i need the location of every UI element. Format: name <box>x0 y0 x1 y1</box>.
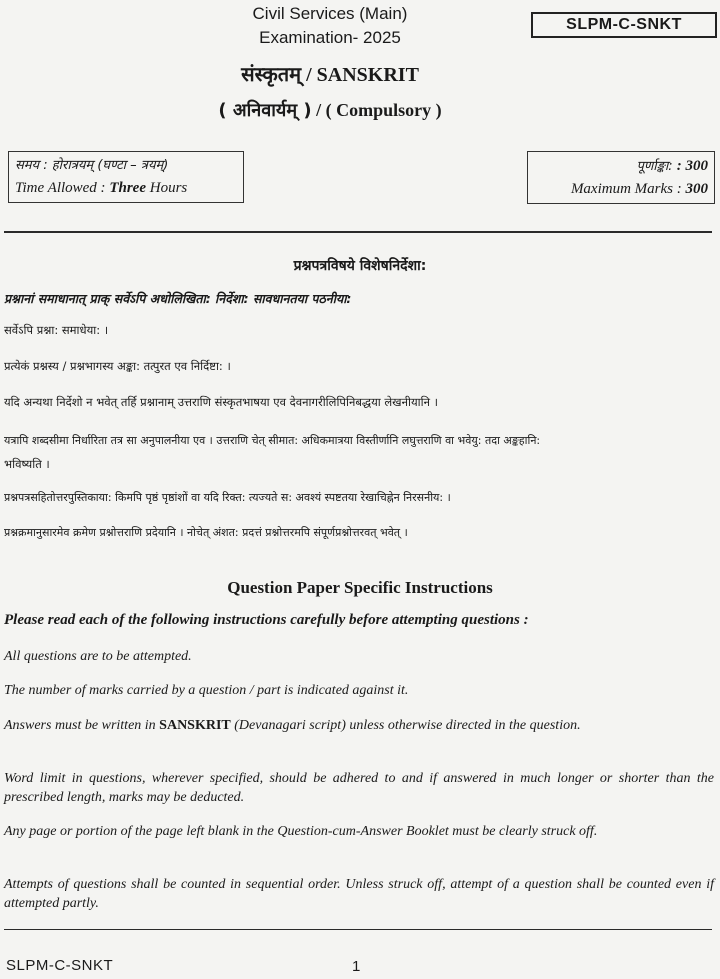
category-english: ( Compulsory ) <box>325 100 442 120</box>
page-number: 1 <box>352 958 361 975</box>
sanskrit-instruction-2: प्रत्येकं प्रश्नस्य / प्रश्नभागस्य अङ्का: तत्पुरत एव निर्दिष्टा: । <box>4 359 231 373</box>
instruction-3-text-start: Answers must be written in <box>4 718 160 733</box>
paper-category <box>160 98 500 122</box>
english-instructions-intro: Please read each of the following instructions carefully before attempting questions : <box>4 612 529 628</box>
english-instruction-5: Any page or portion of the page left blank in the Question-cum-Answer Booklet must be clearly struck off. <box>4 824 598 839</box>
category-separator: / <box>311 100 326 120</box>
sanskrit-instruction-4-continued: भविष्यति । <box>4 457 50 471</box>
time-allowed-box <box>8 151 244 203</box>
header-divider <box>4 231 712 233</box>
time-allowed-unit: Hours <box>145 180 188 196</box>
time-allowed-label: Time Allowed : <box>15 180 110 196</box>
exam-name: Civil Services (Main) <box>252 4 408 23</box>
english-instruction-3 <box>4 716 714 735</box>
subject-english: SANSKRIT <box>316 64 419 86</box>
subject-title <box>160 60 500 87</box>
time-allowed-value: Three <box>109 180 146 196</box>
time-allowed-hindi: समय : होरात्रयम् (घण्टा – त्रयम्) <box>15 158 169 173</box>
paper-code-box: SLPM-C-SNKT <box>531 12 717 38</box>
english-instruction-2: The number of marks carried by a question / part is indicated against it. <box>4 683 409 698</box>
maximum-marks-hindi <box>534 155 708 178</box>
sanskrit-instruction-6: प्रश्नक्रमानुसारमेव क्रमेण प्रश्नोत्तराणि प्रदेयानि । नोचेत् अंशत: प्रदत्तं प्रश्नोत्तरमपि संपूर्णप्रश्नोत्तरवत् भवेत् । <box>4 526 408 539</box>
sanskrit-instructions-heading: प्रश्नपत्रविषये विशेषनिर्देशा: <box>293 258 427 274</box>
category-hindi: ( अनिवार्यम् ) <box>218 100 312 121</box>
sanskrit-instructions-intro: प्रश्नानां समाधानात् प्राक् सर्वेऽपि अधोलिखिता: निर्देशा: सावधानतया पठनीया: <box>4 291 352 306</box>
english-instruction-1: All questions are to be attempted. <box>4 649 192 664</box>
sanskrit-instruction-3: यदि अन्यथा निर्देशो न भवेत् तर्हि प्रश्नानाम् उत्तराणि संस्कृतभाषया एव देवनागरीलिपिनिबद्धया लेखनीयानि । <box>4 395 438 409</box>
marks-hindi-label: पूर्णाङ्का: <box>636 159 677 174</box>
marks-label: Maximum Marks : <box>570 181 686 197</box>
footer-paper-code: SLPM-C-SNKT <box>6 957 114 974</box>
english-instructions-heading: Question Paper Specific Instructions <box>227 578 493 597</box>
time-allowed-english <box>15 177 237 199</box>
sanskrit-instruction-5: प्रश्नपत्रसहितोत्तरपुस्तिकाया: किमपि पृष्ठं पृष्ठांशों वा यदि रिक्त: त्यज्यते स: अवश्यं स्पष्टतया रेखाचिह्नेन निरसनीय: । <box>4 491 451 504</box>
subject-separator: / <box>301 64 317 86</box>
instruction-3-text-end: (Devanagari script) unless otherwise directed in the question. <box>230 718 581 733</box>
english-instruction-4: Word limit in questions, wherever specified, should be adhered to and if answered in much longer or shorter than the prescribed length, marks may be deducted. <box>4 771 714 805</box>
maximum-marks-english <box>534 178 708 200</box>
english-instruction-6: Attempts of questions shall be counted in sequential order. Unless struck off, attempt of a question shall be counted even if attempted partly. <box>4 877 714 911</box>
footer-divider <box>4 929 712 930</box>
sanskrit-instruction-4: यत्रापि शब्दसीमा निर्धारिता तत्र सा अनुपालनीया एव । उत्तराणि चेत् सीमात: अधिकमात्रया विस्तीर्णानि लघुत्तराणि वा भवेयु: तदा अङ्कहानि: <box>4 434 541 447</box>
exam-year: Examination- 2025 <box>259 28 401 47</box>
maximum-marks-box <box>527 151 715 204</box>
marks-value: 300 <box>685 181 708 197</box>
sanskrit-instruction-1: सर्वेऽपि प्रश्ना: समाधेया: । <box>4 323 109 337</box>
subject-hindi: संस्कृतम् <box>241 62 302 86</box>
marks-hindi-value: : 300 <box>676 158 708 174</box>
instruction-3-language: SANSKRIT <box>159 718 231 733</box>
